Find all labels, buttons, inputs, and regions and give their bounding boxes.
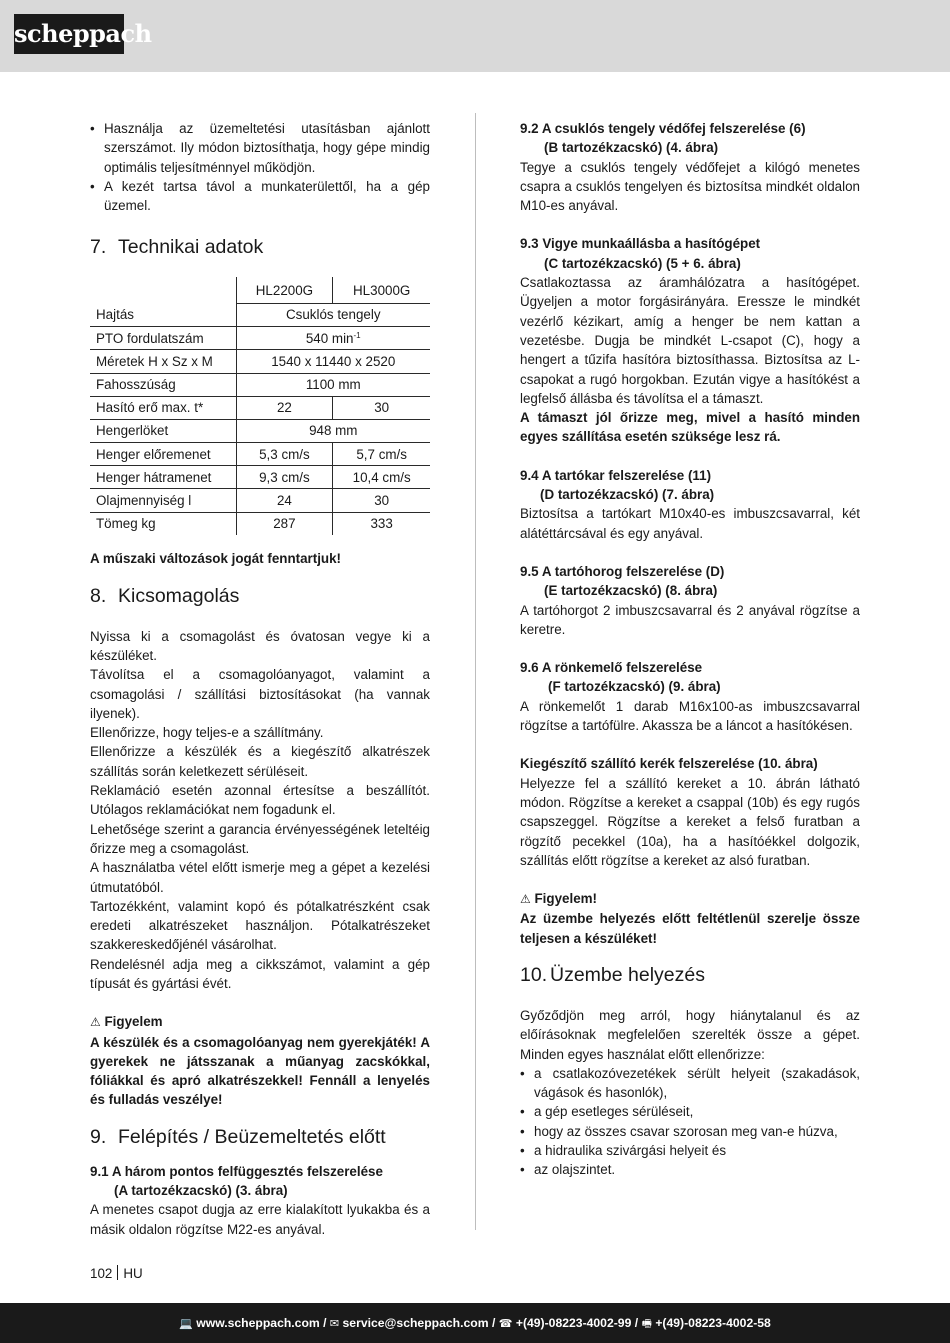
paragraph: Győződjön meg arról, hogy hiánytalanul és az előírásoknak megfelelően szerelték össze a gépet. Minden egyes használat előtt ellenőrizze: — [520, 1007, 860, 1062]
warning-heading: ⚠ Figyelem! — [520, 891, 598, 907]
table-row — [90, 350, 430, 373]
column-header: HL2200G — [236, 277, 333, 303]
paragraph: Csatlakoztassa az áramhálózatra a hasítógépet. Ügyeljen a motor forgásirányára. Eressze le mindkét vezérlő kézikart, amíg a henger be nem kattan a vezetésbe. Dugja be mindkét L-csapot (C), hogy a hengert a tűzifa hasítóra biztosíthassa. Biztosítsa az L-csapokat a rugó horgokban. Ezután vigye a hasítókést a legfelső állásba és távolítsa el a támaszt. — [520, 275, 860, 406]
page-number: 102 HU — [90, 1266, 143, 1281]
email-icon: ✉ — [329, 1317, 340, 1330]
warning-text: Az üzembe helyezés előtt feltétlenül szerelje össze teljesen a készüléket! — [520, 911, 860, 946]
cell-value: 540 $\min^{-1}$ — [236, 327, 430, 350]
fax-number: +(49)-08223-4002-58 — [655, 1316, 771, 1330]
paragraph: Ellenőrizze a készülék és a kiegészítő alkatrészek szállítás során keletkezett sérüléseit. — [90, 744, 430, 779]
table-row — [90, 396, 430, 419]
section-title: Felépítés / Beüzemeltetés előtt — [118, 1125, 386, 1148]
column-header: HL3000G — [333, 277, 430, 303]
warning-heading: ⚠ Figyelem — [90, 1014, 163, 1030]
row-label: Olajmennyiség l — [90, 489, 236, 512]
row-label: Hajtás — [90, 303, 236, 326]
section-9-heading — [90, 1124, 430, 1150]
table-row — [90, 489, 430, 512]
technical-data-table — [90, 277, 430, 535]
table-row — [90, 466, 430, 489]
cell-value: 10,4 cm/s — [333, 466, 430, 489]
cell-value: 9,3 cm/s — [236, 466, 333, 489]
section-number: 8. — [90, 584, 107, 607]
technical-changes-note: A műszaki változások jogát fenntartjuk! — [90, 551, 342, 567]
paragraph: A használatba vétel előtt ismerje meg a gépet a kezelési útmutatóból. — [90, 860, 430, 895]
section-7-heading — [90, 234, 430, 260]
row-label: Hengerlöket — [90, 419, 236, 442]
subsection-9-1-heading: 9.1 A három pontos felfüggesztés felszerelése (A tartozékzacskó) (3. ábra) — [90, 1163, 383, 1199]
list-item: • az olajszintet. — [520, 1160, 860, 1179]
cell-value: 30 — [333, 396, 430, 419]
paragraph: Tegye a csuklós tengely védőfejet a kilógó menetes csapra a csuklós tengelyen és biztosítsa mindkét oldalon M10-es anyával. — [520, 159, 860, 214]
subsection-9-6-heading: 9.6 A rönkemelő felszerelése (F tartozékzacskó) (9. ábra) — [520, 660, 721, 695]
table-row — [90, 419, 430, 442]
list-item: • Használja az üzemeltetési utasításban ajánlott szerszámot. Ily módon biztosíthatja, hogy gépe mindig optimális teljesítménnyel működjön. — [90, 119, 430, 177]
section-10-heading — [520, 962, 860, 988]
page-footer: 💻 www.scheppach.com / ✉ service@scheppach.com / ☎ +(49)-08223-4002-99 / 🖷 +(49)-08223-4002-58 — [0, 1303, 950, 1343]
fax-icon: 🖷 — [641, 1317, 652, 1330]
warning-triangle-icon: ⚠ — [520, 892, 531, 907]
cell-value: Csuklós tengely — [236, 303, 430, 326]
row-label: Hasító erő max. t* — [90, 396, 236, 419]
phone-icon: ☎ — [498, 1317, 513, 1330]
paragraph: Helyezze fel a szállító kereket a 10. ábrán látható módon. Rögzítse a kereket a csappal (10b) és egy rugós csapszeggel. Rögzítse a kereket a felső furatban a rögzítő pecekkel (10a), ha a hasítóékkel dolgozik, szállítás előtt rögzítse a kereket az alsó furatban. — [520, 775, 860, 868]
page-number-separator — [117, 1265, 118, 1280]
paragraph: A tartóhorgot 2 imbuszcsavarral és 2 anyával rögzítse a keretre. — [520, 602, 860, 637]
paragraph: Reklamáció esetén azonnal értesítse a beszállítót. Utólagos reklamációkat nem fogadunk el. — [90, 783, 430, 818]
subsection-9-4-heading: 9.4 A tartókar felszerelése (11) (D tartozékzacskó) (7. ábra) — [520, 467, 715, 503]
phone-number: +(49)-08223-4002-99 — [515, 1316, 632, 1330]
section-number: 10. — [520, 963, 548, 986]
row-label: Tömeg kg — [96, 516, 156, 532]
section-number: 9. — [90, 1125, 107, 1148]
cell-value: 22 — [236, 396, 333, 419]
intro-bullet-list — [90, 119, 430, 215]
paragraph: Tartozékként, valamint kopó és pótalkatrészként csak eredeti alkatrészeket használjon. Pótalkatrészeket szakkereskedőjénél vásárolhat. — [90, 898, 430, 953]
computer-icon: 💻 — [179, 1317, 193, 1330]
right-column — [520, 119, 860, 1180]
column-divider — [475, 113, 476, 1230]
cell-value: 5,3 cm/s — [236, 443, 333, 466]
cell-value: 1100 mm — [236, 373, 430, 396]
paragraph: Ellenőrizze, hogy teljes-e a szállítmány. — [90, 725, 324, 741]
list-item: • hogy az összes csavar szorosan meg van-e húzva, — [520, 1122, 860, 1141]
paragraph: Távolítsa el a csomagolóanyagot, valamint a csomagolási / szállítási biztosításokat (ha vannak ilyenek). — [90, 667, 430, 721]
subsection-9-5-heading: 9.5 A tartóhorog felszerelése (D) (E tartozékzacskó) (8. ábra) — [520, 563, 725, 599]
table-row — [90, 327, 430, 350]
warning-triangle-icon: ⚠ — [90, 1015, 101, 1030]
row-label: Méretek H x Sz x M — [90, 350, 236, 373]
subsection-9-3-heading: 9.3 Vigye munkaállásba a hasítógépet (C tartozékzacskó) (5 + 6. ábra) — [520, 236, 761, 271]
checklist — [520, 1064, 860, 1180]
row-label: Henger hátramenet — [90, 466, 236, 489]
paragraph: A menetes csapot dugja az erre kialakított lyukakba és a másik oldalon rögzítse M22-es anyával. — [90, 1202, 430, 1237]
list-item: • a csatlakozóvezetékek sérült helyeit (szakadások, vágások és hasonlók), — [520, 1064, 860, 1103]
scheppach-logo: scheppach — [14, 14, 124, 54]
paragraph: Biztosítsa a tartókart M10x40-es imbuszcsavarral, két alátéttárcsával és egy anyával. — [520, 506, 860, 541]
list-item: • a gép esetleges sérüléseit, — [520, 1102, 860, 1121]
paragraph: Rendelésnél adja meg a cikkszámot, valamint a gép típusát és gyártási évét. — [90, 956, 430, 991]
subsection-9-2-heading: 9.2 A csuklós tengely védőfej felszerelése (6) (B tartozékzacskó) (4. ábra) — [520, 121, 806, 156]
row-label: PTO fordulatszám — [90, 327, 236, 350]
paragraph: A rönkemelőt 1 darab M16x100-as imbuszcsavarral rögzítse a tartófülre. Akassza be a láncot a hasítókésen. — [520, 698, 860, 734]
subsection-transport-wheel-heading: Kiegészítő szállító kerék felszerelése (10. ábra) — [520, 756, 818, 772]
cell-value: 287 — [236, 512, 333, 535]
table-row — [90, 373, 430, 396]
section-title: Kicsomagolás — [118, 584, 240, 607]
section-title: Üzembe helyezés — [550, 963, 705, 986]
row-label: Fahosszúság — [90, 373, 236, 396]
page-header — [0, 0, 950, 72]
warning-text: A készülék és a csomagolóanyag nem gyerekjáték! A gyerekek ne játsszanak a műanyag zacskókkal, fóliákkal és apró alkatrészekkel! Fennáll a lenyelés és fulladás veszélye! — [90, 1034, 430, 1108]
paragraph: Lehetősége szerint a garancia érvényességének leteltéig őrizze meg a csomagolást. — [90, 821, 430, 856]
bold-paragraph: A támaszt jól őrizze meg, mivel a hasító minden egyes szállítása esetén szüksége lesz rá. — [520, 410, 860, 445]
unpacking-text — [90, 627, 430, 994]
section-title: Technikai adatok — [118, 236, 264, 259]
table-row — [90, 303, 430, 326]
row-label: Henger előremenet — [90, 443, 236, 466]
paragraph: Nyissa ki a csomagolást és óvatosan vegye ki a készüléket. — [90, 628, 430, 663]
left-column — [90, 119, 430, 1239]
table-row — [90, 443, 430, 466]
cell-value: 1540 x 11440 x 2520 — [236, 350, 430, 373]
email-link[interactable]: service@scheppach.com — [342, 1316, 489, 1330]
cell-value: 30 — [333, 489, 430, 512]
section-8-heading — [90, 583, 430, 609]
section-number: 7. — [90, 236, 107, 259]
cell-value: 5,7 cm/s — [333, 443, 430, 466]
table-header-row — [90, 277, 430, 303]
cell-value: 24 — [236, 489, 333, 512]
cell-value: 948 mm — [236, 419, 430, 442]
list-item: • a hidraulika szivárgási helyeit és — [520, 1141, 860, 1160]
cell-value: 333 — [333, 512, 430, 535]
list-item: • A kezét tartsa távol a munkaterülettől, ha a gép üzemel. — [90, 177, 430, 216]
table-row — [90, 512, 430, 535]
website-link[interactable]: www.scheppach.com — [196, 1316, 320, 1330]
